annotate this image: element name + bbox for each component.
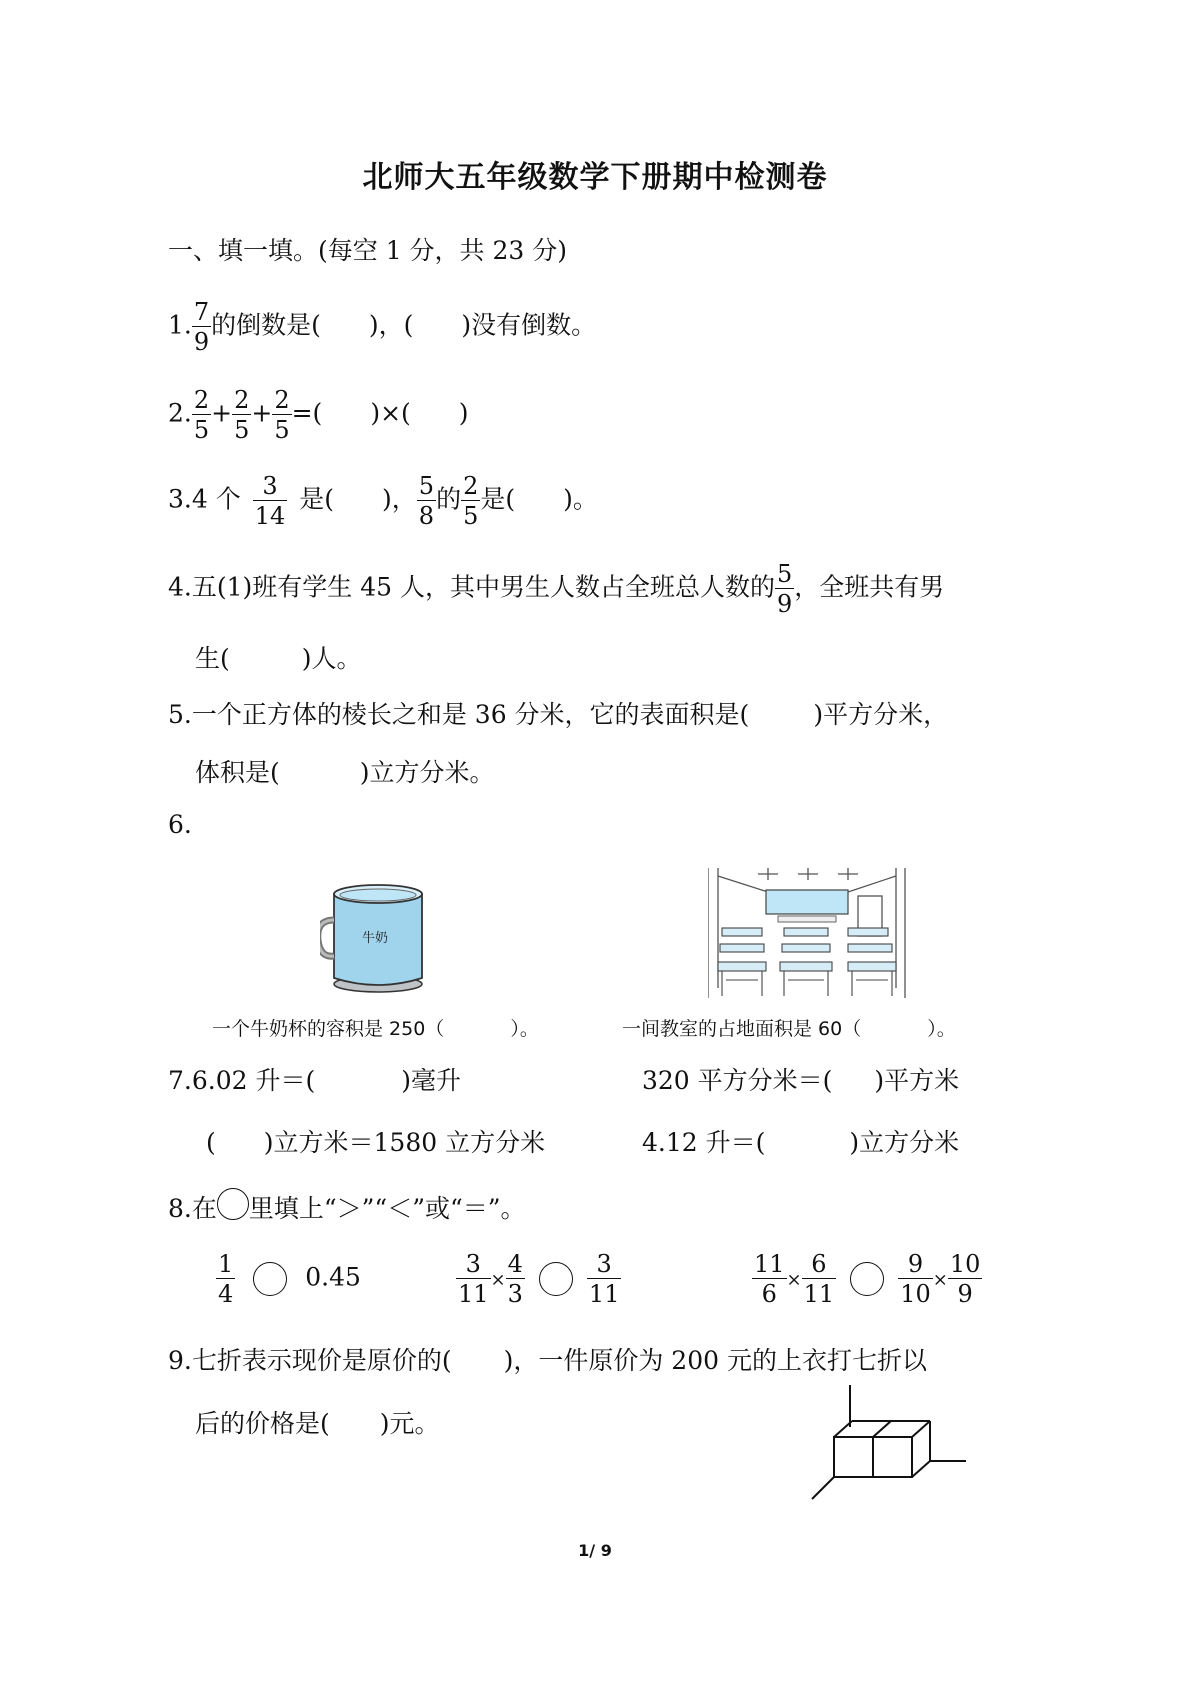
compare-circle[interactable] [539, 1262, 573, 1296]
question-8: 8.在 里填上“＞”“＜”或“＝”。 [168, 1192, 526, 1226]
q2-fraction: $\frac{2}{5}$ [274, 386, 290, 444]
question-2: 2. $\frac{2}{5}$ + $\frac{2}{5}$ + $\frac{2}{5}$ =( )×( ) [168, 386, 469, 444]
question-9: 9.七折表示现价是原价的( )，一件原价为 200 元的上衣打七折以 [168, 1346, 927, 1375]
question-4-line2: 生( )人。 [195, 644, 362, 673]
q6-caption-1: 一个牛奶杯的容积是 250（ ）。 [212, 1018, 539, 1040]
page-title: 北师大五年级数学下册期中检测卷 [362, 160, 828, 195]
question-5: 5.一个正方体的棱长之和是 36 分米，它的表面积是( )平方分米， [168, 700, 949, 729]
classroom-illustration [708, 868, 906, 998]
q8-expression-1: $\frac{1}{4}$ 0.45 [218, 1250, 361, 1308]
compare-circle[interactable] [253, 1262, 287, 1296]
page-number: 1/ 9 [578, 1541, 612, 1560]
q3-fraction: $\frac{5}{8}$ [418, 472, 435, 530]
q8-expression-3: $\frac{11}{6}$ × $\frac{6}{11}$ $\frac{9}{10}$ × $\frac{10}{9}$ [754, 1250, 981, 1308]
q1-fraction: $\frac{7}{9}$ [193, 298, 210, 356]
compare-circle[interactable] [850, 1262, 884, 1296]
milk-cup-illustration [320, 880, 430, 998]
section-heading: 一、填一填。(每空 1 分，共 23 分) [168, 236, 568, 265]
question-6-number: 6. [168, 810, 192, 839]
q8-expression-2: $\frac{3}{11}$ × $\frac{4}{3}$ $\frac{3}{11}$ [458, 1250, 620, 1308]
question-3: 3.4 个 $\frac{3}{14}$ 是( )， $\frac{5}{8}$ 的 $\frac{2}{5}$ 是( )。 [168, 472, 598, 530]
question-7-d: 4.12 升＝( )立方分米 [642, 1128, 960, 1157]
question-4: 4.五(1)班有学生 45 人，其中男生人数占全班总人数的 $\frac{5}{9}$ ，全班共有男 [168, 560, 945, 618]
question-9-line2: 后的价格是( )元。 [195, 1409, 440, 1438]
question-1: 1. $\frac{7}{9}$ 的倒数是( )，( )没有倒数。 [168, 298, 597, 356]
question-7-b: 320 平方分米＝( )平方米 [642, 1066, 960, 1095]
compare-circle-icon [217, 1188, 249, 1220]
q3-fraction: $\frac{3}{14}$ [254, 472, 286, 530]
q2-fraction: $\frac{2}{5}$ [234, 386, 250, 444]
question-7-c: ( )立方米＝1580 立方分米 [206, 1128, 546, 1157]
q6-caption-2: 一间教室的占地面积是 60（ ）。 [622, 1018, 956, 1040]
cup-label: 牛奶 [362, 931, 389, 946]
question-5-line2: 体积是( )立方分米。 [195, 758, 495, 787]
q1-number: 1. [168, 310, 192, 340]
q3-fraction: $\frac{2}{5}$ [463, 472, 479, 530]
cuboid-figure [808, 1385, 972, 1505]
q4-fraction: $\frac{5}{9}$ [776, 560, 793, 618]
question-7-a: 7.6.02 升＝( )毫升 [168, 1066, 461, 1095]
q2-fraction: $\frac{2}{5}$ [193, 386, 210, 444]
